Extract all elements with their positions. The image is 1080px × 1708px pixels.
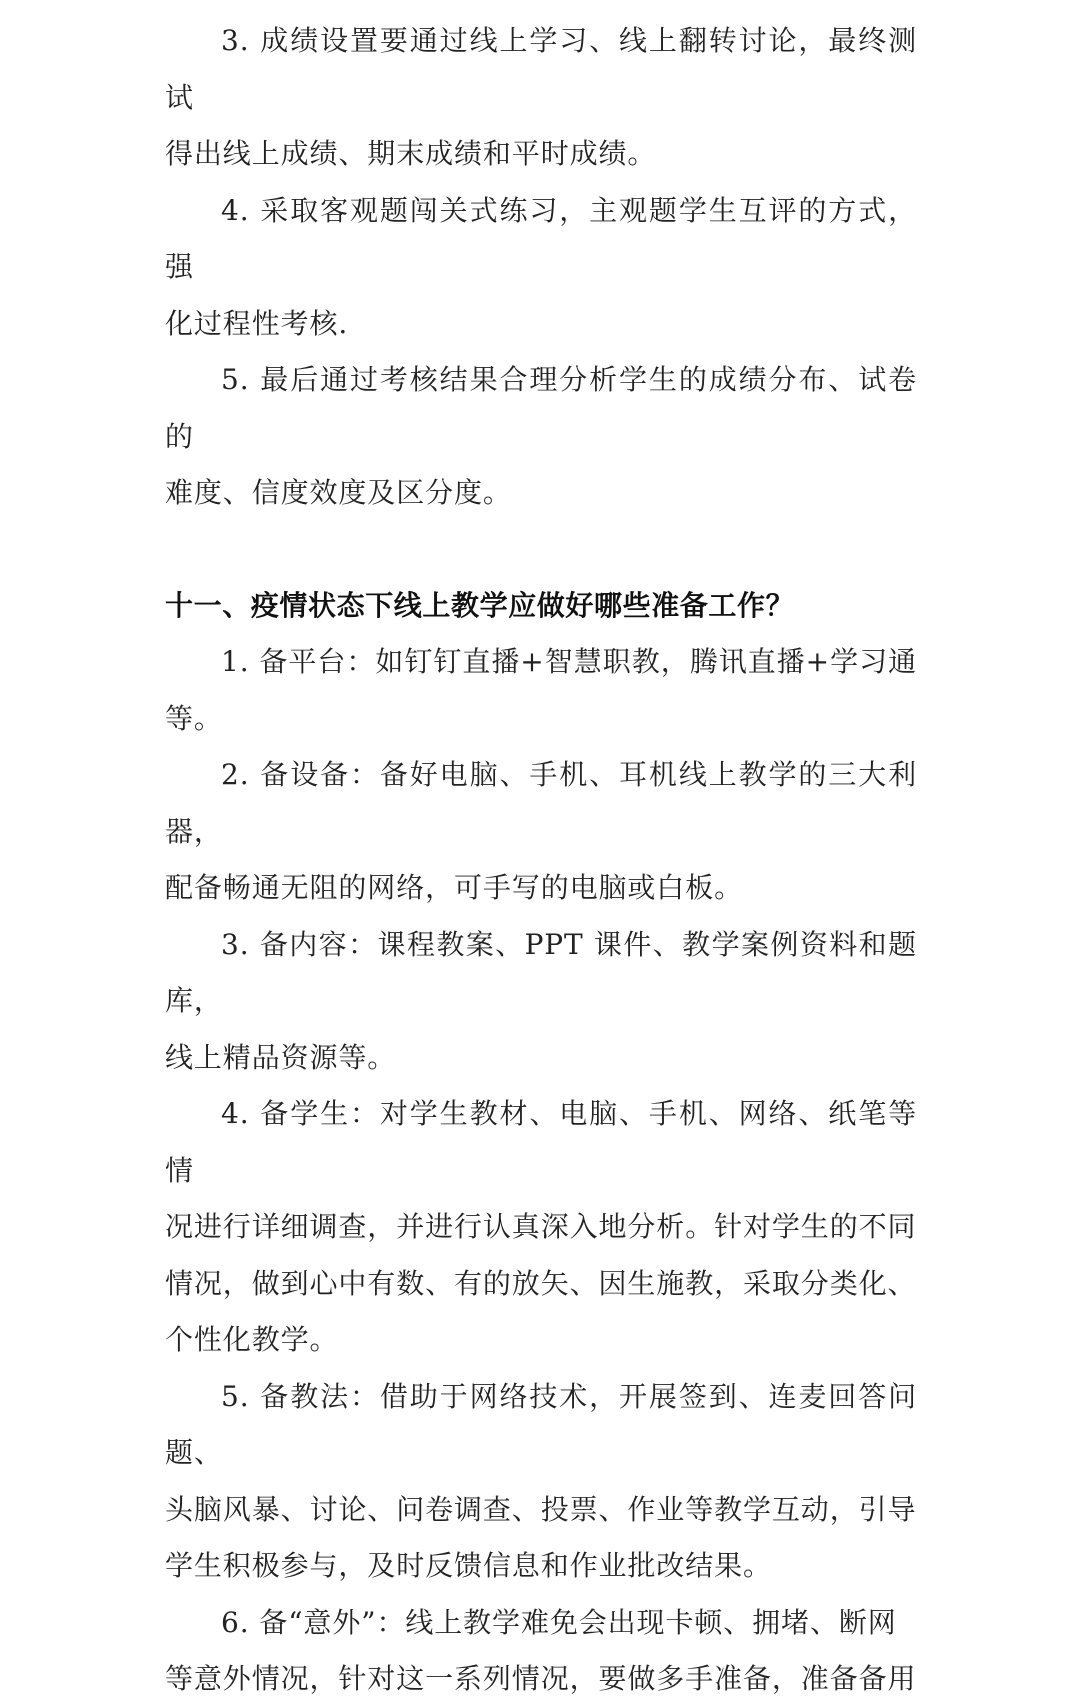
paragraph-line: 得出线上成绩、期末成绩和平时成绩。 bbox=[165, 137, 657, 170]
prep-item-platform bbox=[165, 634, 917, 747]
paragraph-line: 4. 采取客观题闯关式练习，主观题学生互评的方式，强 bbox=[165, 193, 917, 283]
paragraph-line: 线上精品资源等。 bbox=[165, 1040, 397, 1074]
paragraph-line: 等意外情况，针对这一系列情况，要做多手准备，准备备用 bbox=[165, 1662, 917, 1695]
paragraph-line: 2. 备设备：备好电脑、手机、耳机线上教学的三大利器， bbox=[165, 758, 917, 848]
paragraph-line: 难度、信度效度及区分度。 bbox=[165, 476, 512, 509]
paragraph-line: 5. 备教法：借助于网络技术，开展签到、连麦回答问题、 bbox=[165, 1379, 917, 1469]
paragraph-line: 个性化教学。 bbox=[165, 1323, 339, 1356]
paragraph-line: 学生积极参与，及时反馈信息和作业批改结果。 bbox=[165, 1549, 772, 1582]
paragraph-item-4 bbox=[165, 183, 917, 353]
paragraph-line: 头脑风暴、讨论、问卷调查、投票、作业等教学互动，引导 bbox=[165, 1492, 917, 1526]
section-spacer bbox=[165, 522, 917, 578]
paragraph-line: 3. 备内容：课程教案、PPT 课件、教学案例资料和题库， bbox=[165, 927, 917, 1017]
prep-item-students bbox=[165, 1086, 917, 1369]
section-heading: 十一、疫情状态下线上教学应做好哪些准备工作？ bbox=[165, 588, 795, 622]
paragraph-line: 配备畅通无阻的网络，可手写的电脑或白板。 bbox=[165, 871, 744, 904]
document-body bbox=[165, 13, 917, 1708]
paragraph-line: 情况，做到心中有数、有的放矢、因生施教，采取分类化、 bbox=[165, 1266, 917, 1300]
paragraph-item-3 bbox=[165, 13, 917, 183]
paragraph-line: 6. 备“意外”：线上教学难免会出现卡顿、拥堵、断网 bbox=[221, 1605, 897, 1639]
prep-item-methods bbox=[165, 1369, 917, 1595]
prep-item-content bbox=[165, 917, 917, 1087]
paragraph-line: 3. 成绩设置要通过线上学习、线上翻转讨论，最终测试 bbox=[165, 24, 917, 114]
paragraph-line: 1. 备平台：如钉钉直播+智慧职教，腾讯直播+学习通等。 bbox=[165, 645, 917, 735]
prep-item-device bbox=[165, 747, 917, 917]
paragraph-line: 4. 备学生：对学生教材、电脑、手机、网络、纸笔等情 bbox=[165, 1097, 917, 1187]
paragraph-item-5 bbox=[165, 352, 917, 522]
prep-item-contingency bbox=[165, 1595, 917, 1708]
paragraph-line: 况进行详细调查，并进行认真深入地分析。针对学生的不同 bbox=[165, 1210, 917, 1243]
paragraph-line: 化过程性考核. bbox=[165, 306, 349, 340]
paragraph-line: 5. 最后通过考核结果合理分析学生的成绩分布、试卷的 bbox=[165, 363, 917, 453]
